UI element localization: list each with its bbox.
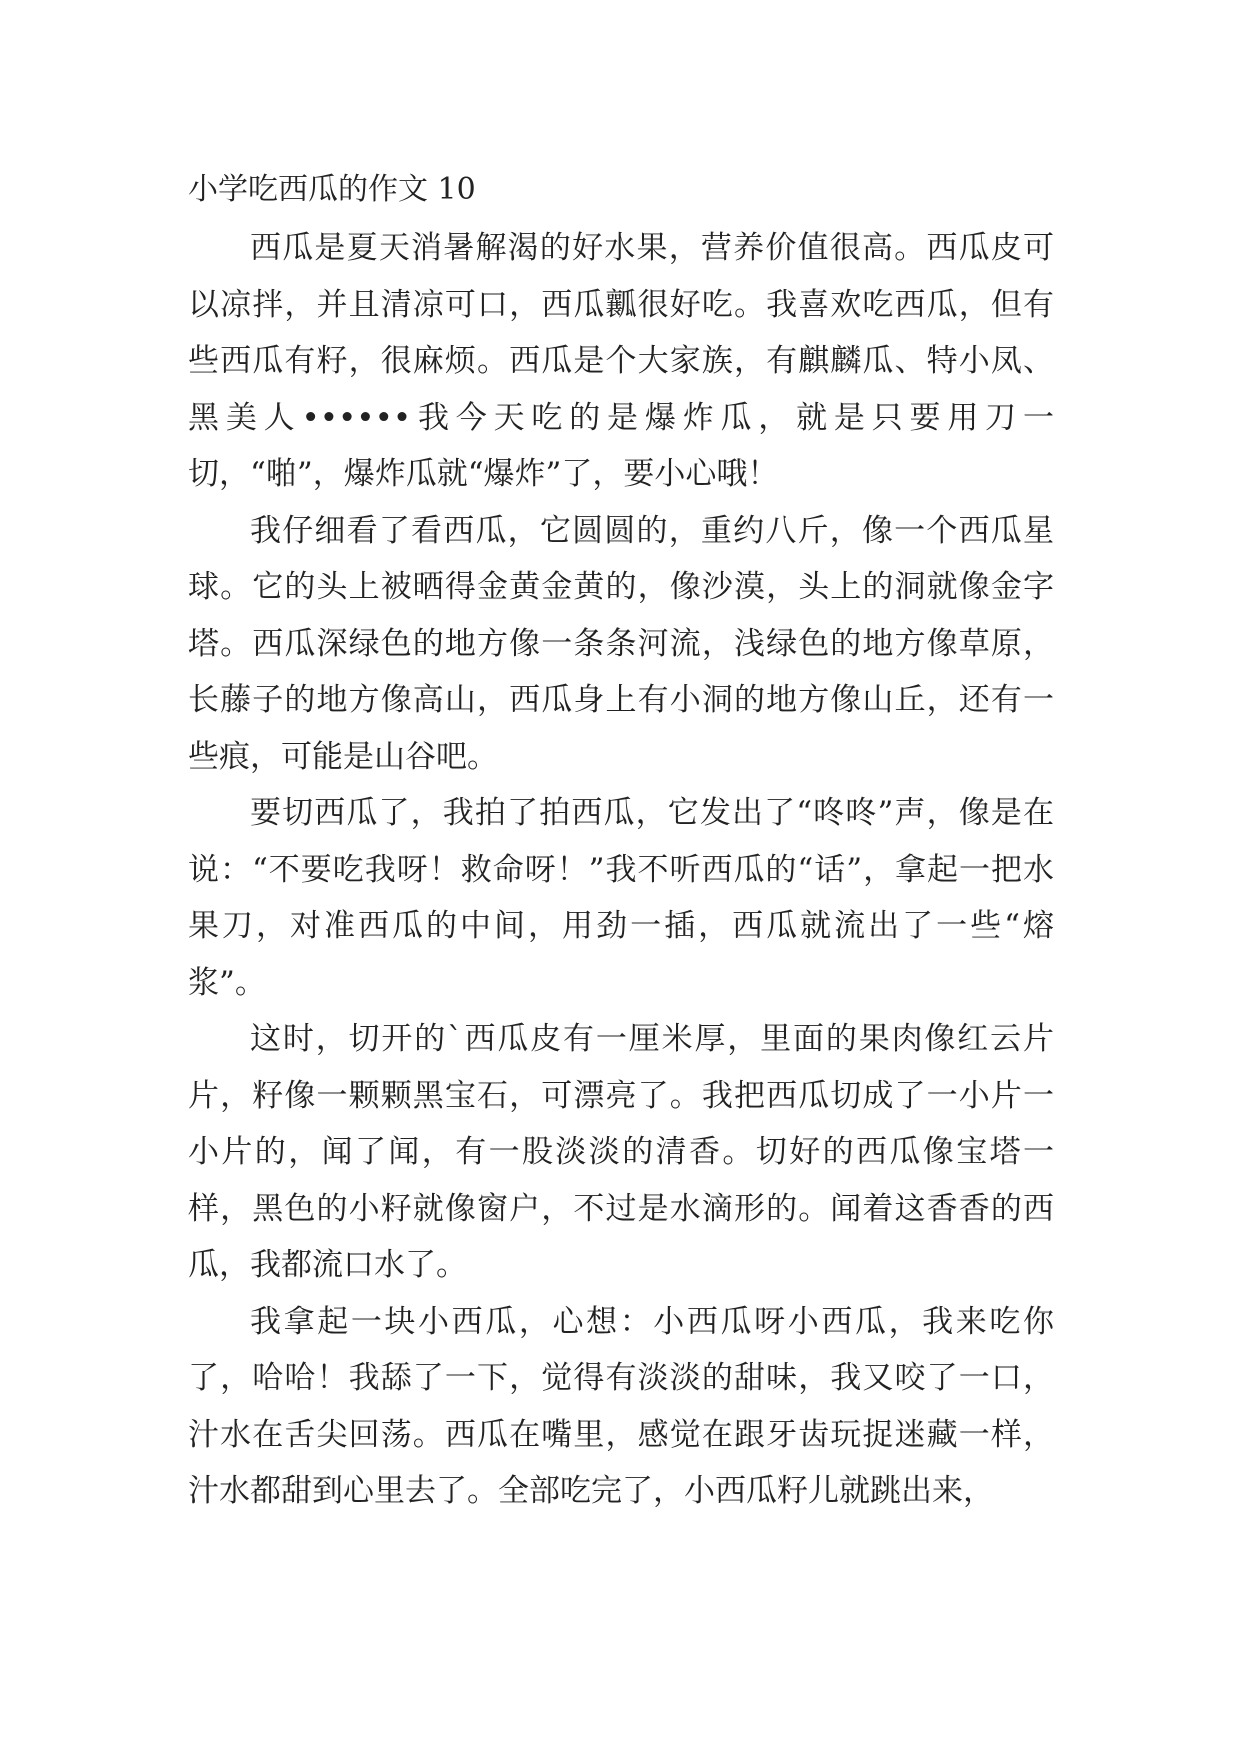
document-title: 小学吃西瓜的作文 10 <box>188 172 476 207</box>
paragraph-4: 这时，切开的`西瓜皮有一厘米厚，里面的果肉像红云片片，籽像一颗颗黑宝石，可漂亮了。我把西瓜切成了一小片一小片的，闻了闻，有一股淡淡的清香。切好的西瓜像宝塔一样，黑色的小籽就像窗户，不过是水滴形的。闻着这香香的西瓜，我都流口水了。 <box>188 1021 1054 1283</box>
document-page <box>188 160 1054 1520</box>
paragraph-2: 我仔细看了看西瓜，它圆圆的，重约八斤，像一个西瓜星球。它的头上被晒得金黄金黄的，像沙漠，头上的洞就像金字塔。西瓜深绿色的地方像一条条河流，浅绿色的地方像草原，长藤子的地方像高山，西瓜身上有小洞的地方像山丘，还有一些痕，可能是山谷吧。 <box>188 512 1054 775</box>
paragraph-3: 要切西瓜了，我拍了拍西瓜，它发出了“咚咚”声，像是在说：“不要吃我呀！救命呀！”我不听西瓜的“话”，拿起一把水果刀，对准西瓜的中间，用劲一插，西瓜就流出了一些“熔浆”。 <box>188 795 1054 1001</box>
paragraph-1: 西瓜是夏天消暑解渴的好水果，营养价值很高。西瓜皮可以凉拌，并且清凉可口，西瓜瓤很好吃。我喜欢吃西瓜，但有些西瓜有籽，很麻烦。西瓜是个大家族，有麒麟瓜、特小凤、黑美人••••••我今天吃的是爆炸瓜，就是只要用刀一切，“啪”，爆炸瓜就“爆炸”了，要小心哦！ <box>188 230 1054 492</box>
paragraph-5: 我拿起一块小西瓜，心想：小西瓜呀小西瓜，我来吃你了，哈哈！我舔了一下，觉得有淡淡的甜味，我又咬了一口，汁水在舌尖回荡。西瓜在嘴里，感觉在跟牙齿玩捉迷藏一样，汁水都甜到心里去了。全部吃完了，小西瓜籽儿就跳出来， <box>188 1303 1054 1509</box>
